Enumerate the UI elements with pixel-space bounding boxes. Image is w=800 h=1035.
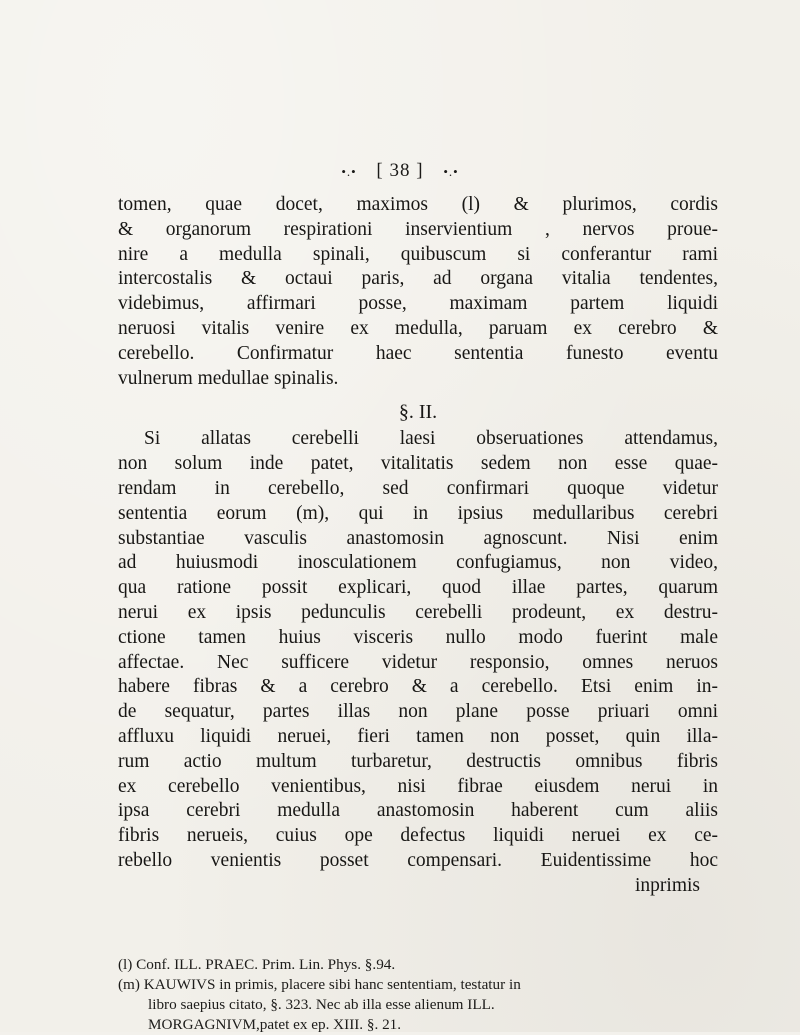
- text-line: sententia eorum (m), qui in ipsius medullaribus cerebri: [118, 502, 718, 524]
- text-line: rendam in cerebello, sed confirmari quoque videtur: [118, 477, 718, 499]
- text-line: qua ratione possit explicari, quod illae partes, quarum: [118, 577, 718, 599]
- text-line: tomen, quae docet, maximos (l) & plurimos, cordis: [118, 194, 718, 215]
- text-line: intercostalis & octaui paris, ad organa vitalia tendentes,: [118, 268, 718, 290]
- footnote-m: (m) KAUWIVS in primis, placere sibi hanc sententiam, testatur in: [118, 976, 521, 993]
- text-line: ad huiusmodi inosculationem confugiamus, non video,: [118, 552, 718, 574]
- text-line: nire a medulla spinali, quibuscum si conferantur rami: [118, 243, 718, 265]
- text-line: ex cerebello venientibus, nisi fibrae eiusdem nerui in: [118, 775, 718, 797]
- text-line: nerui ex ipsis pedunculis cerebelli prodeunt, ex destru-: [118, 601, 718, 623]
- text-line: non solum inde patet, vitalitatis sedem non esse quae-: [118, 453, 718, 475]
- text-line: affectae. Nec sufficere videtur responsio, omnes neruos: [118, 651, 718, 673]
- footnote-m-continued: MORGAGNIVM,patet ex ep. XIII. §. 21.: [148, 1016, 402, 1033]
- text-line: substantiae vasculis anastomosin agnoscunt. Nisi enim: [118, 527, 718, 549]
- section-heading: §. II.: [398, 401, 438, 424]
- footnotes: [118, 955, 718, 1035]
- main-text: [118, 193, 718, 899]
- text-line: rum actio multum turbaretur, destructis omnibus fibris: [118, 750, 718, 772]
- text-line: neruosi vitalis venire ex medulla, paruam ex cerebro &: [118, 317, 718, 339]
- text-line: Si allatas cerebelli laesi obseruationes attendamus,: [144, 428, 718, 450]
- text-line: fibris nerueis, cuius ope defectus liquidi neruei ex ce-: [118, 825, 718, 847]
- ornament-left-icon: •.•: [341, 163, 357, 179]
- ornament-right-icon: •.•: [443, 163, 459, 179]
- text-line: ipsa cerebri medulla anastomosin haberent cum aliis: [118, 800, 718, 822]
- text-line: habere fibras & a cerebro & a cerebello. Etsi enim in-: [118, 676, 718, 698]
- text-line: de sequatur, partes illas non plane posse priuari omni: [118, 701, 718, 723]
- page-number: [ 38 ]: [376, 160, 424, 181]
- catchword: inprimis: [634, 874, 700, 896]
- text-line: videbimus, affirmari posse, maximam partem liquidi: [118, 293, 718, 315]
- text-line: ctione tamen huius visceris nullo modo fuerint male: [118, 626, 718, 648]
- text-line: cerebello. Confirmatur haec sententia funesto eventu: [118, 342, 718, 364]
- page-header: [0, 160, 800, 182]
- text-line: affluxu liquidi neruei, fieri tamen non posset, quin illa-: [118, 725, 718, 747]
- paragraph-2: [118, 427, 718, 873]
- text-line: vulnerum medullae spinalis.: [118, 367, 339, 389]
- footnote-l: (l) Conf. ILL. PRAEC. Prim. Lin. Phys. §.94.: [118, 956, 396, 973]
- paragraph-1: [118, 193, 718, 391]
- text-line: & organorum respirationi inservientium , nervos proue-: [118, 218, 718, 240]
- footnote-m-continued: libro saepius citato, §. 323. Nec ab illa esse alienum ILL.: [148, 996, 495, 1013]
- text-line: rebello venientis posset compensari. Euidentissime hoc: [118, 849, 718, 871]
